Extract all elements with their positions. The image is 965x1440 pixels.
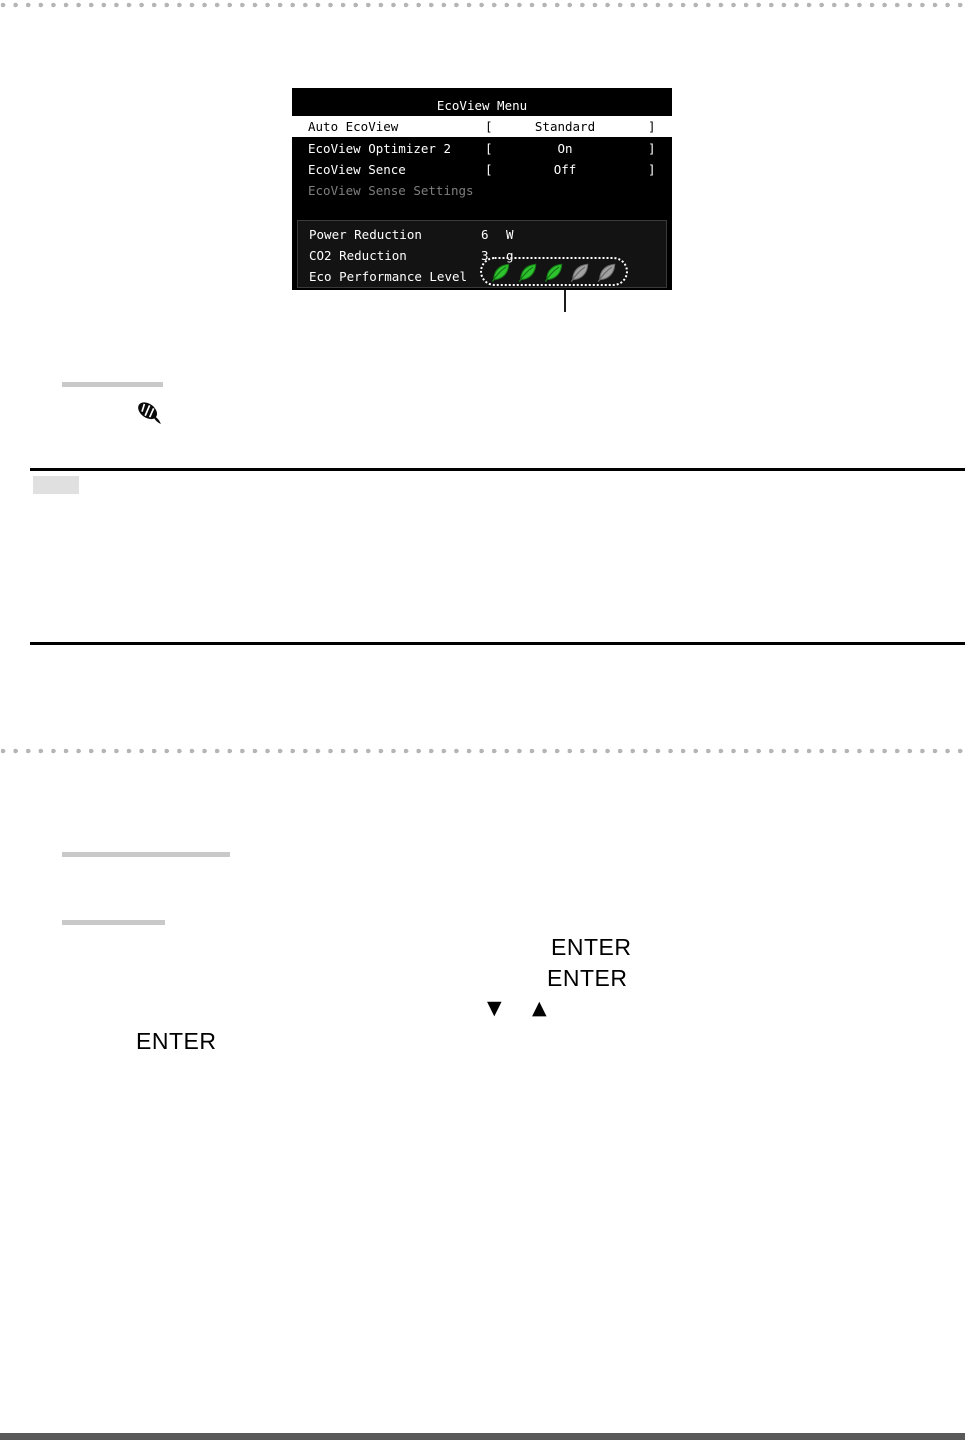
info-value: 3: [481, 248, 489, 263]
section-heading-underline: [62, 920, 165, 925]
eco-leaf-icon: [136, 399, 164, 426]
horizontal-rule-top: [30, 468, 965, 471]
osd-item-label: EcoView Optimizer 2: [308, 141, 451, 156]
up-arrow-icon: ▲: [532, 997, 547, 1019]
down-arrow-icon: ▼: [487, 997, 502, 1019]
osd-title: EcoView Menu: [436, 98, 528, 113]
osd-item-label: EcoView Sense Settings: [308, 183, 474, 198]
osd-info-panel: [297, 220, 667, 288]
dotted-separator-top: [0, 2, 965, 8]
leaf-on-icon: [518, 261, 538, 283]
enter-key-label: ENTER: [136, 1028, 217, 1054]
leaf-on-icon: [544, 261, 564, 283]
page-footer-bar: [0, 1433, 965, 1440]
osd-menu-item-ecoview-sense-settings: [292, 180, 672, 201]
osd-item-value: On: [557, 141, 573, 156]
bracket-open: [: [485, 162, 493, 177]
leaf-on-icon: [491, 261, 511, 283]
info-unit: g: [506, 248, 514, 263]
ecoview-menu-window: [292, 88, 672, 290]
section-heading-underline: [62, 382, 163, 387]
info-label: Eco Performance Level: [309, 269, 468, 284]
bracket-close: ]: [648, 119, 656, 134]
osd-item-value: Off: [553, 162, 577, 177]
eco-performance-leaves: [480, 257, 628, 286]
bracket-open: [: [485, 119, 493, 134]
callout-line: [564, 290, 566, 312]
osd-menu-item-ecoview-sence: [292, 159, 672, 180]
enter-key-label: ENTER: [551, 934, 632, 960]
info-label: Power Reduction: [309, 227, 422, 242]
osd-item-value: Standard: [534, 119, 596, 134]
bracket-close: ]: [648, 141, 656, 156]
horizontal-rule-bottom: [30, 642, 965, 645]
dotted-separator-middle: [0, 748, 965, 754]
osd-menu-item-ecoview-optimizer-2: [292, 138, 672, 159]
bracket-close: ]: [648, 162, 656, 177]
enter-key-label: ENTER: [547, 965, 628, 991]
bracket-open: [: [485, 141, 493, 156]
osd-menu-item-auto-ecoview: [292, 116, 672, 137]
osd-item-label: EcoView Sence: [308, 162, 406, 177]
section-heading-underline: [62, 852, 230, 857]
info-label: CO2 Reduction: [309, 248, 407, 263]
info-value: 6: [481, 227, 489, 242]
note-label-box: [33, 476, 79, 494]
leaf-off-icon: [570, 261, 590, 283]
power-reduction-row: [298, 224, 666, 245]
osd-item-label: Auto EcoView: [308, 119, 399, 134]
leaf-off-icon: [597, 261, 617, 283]
info-unit: W: [506, 227, 514, 242]
